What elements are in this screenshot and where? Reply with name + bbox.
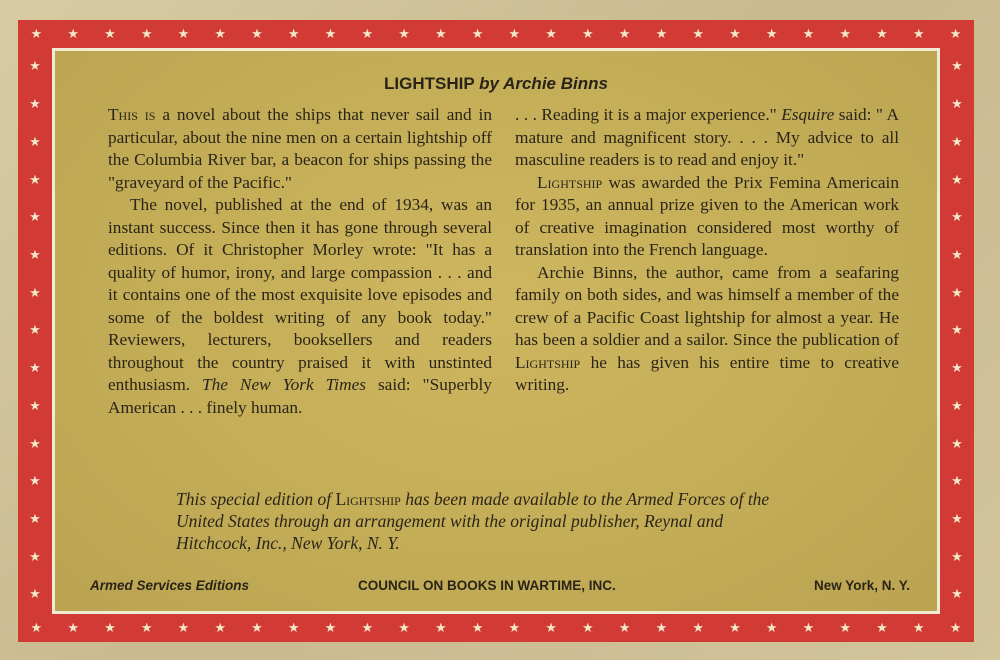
star-icon: ★ bbox=[287, 620, 300, 636]
star-icon: ★ bbox=[214, 620, 227, 636]
star-icon: ★ bbox=[951, 474, 963, 490]
star-icon: ★ bbox=[251, 26, 263, 42]
star-icon: ★ bbox=[177, 26, 190, 42]
star-icon: ★ bbox=[949, 620, 962, 636]
star-icon: ★ bbox=[951, 511, 963, 527]
note-text: This special edition of bbox=[176, 489, 336, 509]
paragraph bbox=[515, 104, 899, 172]
small-caps-text: Lightship bbox=[335, 489, 401, 509]
star-icon: ★ bbox=[655, 620, 668, 636]
star-icon: ★ bbox=[29, 97, 41, 113]
star-icon: ★ bbox=[29, 398, 41, 414]
paragraph bbox=[515, 172, 899, 262]
star-icon: ★ bbox=[951, 210, 963, 226]
star-icon: ★ bbox=[471, 26, 484, 42]
star-icon: ★ bbox=[29, 361, 41, 377]
star-icon: ★ bbox=[29, 549, 41, 565]
star-icon: ★ bbox=[361, 26, 374, 42]
star-icon: ★ bbox=[951, 361, 963, 377]
star-icon: ★ bbox=[729, 620, 741, 636]
small-caps-lead: Lightship bbox=[537, 172, 603, 192]
star-icon: ★ bbox=[29, 247, 41, 263]
paragraph-text: a novel about the ships that never sail and in particular, about the nine men on a certain lightship off the Columbia River bar, a beacon for ships passing the "graveyard of the Pacific." bbox=[108, 105, 492, 192]
star-icon: ★ bbox=[434, 26, 447, 42]
star-icon: ★ bbox=[30, 26, 43, 42]
star-icon: ★ bbox=[508, 620, 521, 636]
star-border-top bbox=[18, 20, 974, 48]
star-icon: ★ bbox=[29, 587, 41, 603]
star-icon: ★ bbox=[951, 436, 963, 452]
star-icon: ★ bbox=[545, 26, 557, 42]
star-icon: ★ bbox=[29, 285, 41, 301]
star-border bbox=[18, 20, 974, 642]
star-icon: ★ bbox=[29, 474, 41, 490]
star-icon: ★ bbox=[471, 620, 484, 636]
footer-publisher-series: Armed Services Editions bbox=[90, 578, 250, 593]
star-icon: ★ bbox=[361, 620, 374, 636]
star-icon: ★ bbox=[582, 620, 594, 636]
small-caps-text: Lightship bbox=[515, 352, 581, 372]
star-icon: ★ bbox=[287, 26, 300, 42]
star-icon: ★ bbox=[839, 26, 852, 42]
star-icon: ★ bbox=[951, 59, 963, 75]
star-icon: ★ bbox=[729, 26, 741, 42]
star-icon: ★ bbox=[508, 26, 521, 42]
star-icon: ★ bbox=[582, 26, 594, 42]
paragraph-text: he has given his entire time to creative writing. bbox=[515, 352, 899, 394]
edition-note bbox=[176, 488, 796, 554]
star-icon: ★ bbox=[29, 172, 41, 188]
star-icon: ★ bbox=[104, 26, 116, 42]
star-icon: ★ bbox=[140, 620, 153, 636]
star-icon: ★ bbox=[324, 26, 337, 42]
star-icon: ★ bbox=[951, 549, 963, 565]
star-icon: ★ bbox=[324, 620, 337, 636]
footer-location: New York, N. Y. bbox=[813, 578, 910, 593]
star-border-right bbox=[940, 48, 974, 614]
star-icon: ★ bbox=[951, 134, 963, 150]
star-icon: ★ bbox=[104, 620, 116, 636]
star-icon: ★ bbox=[912, 26, 925, 42]
star-icon: ★ bbox=[618, 26, 631, 42]
footer-council: COUNCIL ON BOOKS IN WARTIME, INC. bbox=[358, 578, 616, 593]
star-icon: ★ bbox=[434, 620, 447, 636]
page-title bbox=[52, 74, 940, 94]
star-icon: ★ bbox=[618, 620, 631, 636]
star-icon: ★ bbox=[251, 620, 263, 636]
paragraph-text: was awarded the Prix Femina Americain for 1935, an annual prize given to the American work of creative imagination considered most worthy of translation into the French language. bbox=[515, 172, 899, 259]
book-author: by Archie Binns bbox=[479, 74, 608, 93]
paragraph bbox=[515, 262, 899, 397]
star-icon: ★ bbox=[951, 247, 963, 263]
star-icon: ★ bbox=[839, 620, 852, 636]
star-icon: ★ bbox=[692, 620, 704, 636]
star-icon: ★ bbox=[214, 26, 227, 42]
paragraph-text: The novel, published at the end of 1934, was an instant success. Since then it has gone through several editions. Of it Christopher Morley wrote: "It has a quality of humor, irony, and large compassion . . . and it contains one of the most exquisite love episodes and some of the boldest writing of any book today." Reviewers, lecturers, booksellers and readers throughout the country praised it with unstinted enthusiasm. bbox=[108, 195, 492, 394]
star-icon: ★ bbox=[951, 323, 963, 339]
star-icon: ★ bbox=[29, 436, 41, 452]
italic-text: Esquire bbox=[781, 105, 835, 124]
star-icon: ★ bbox=[765, 620, 778, 636]
text-panel bbox=[52, 48, 940, 614]
star-icon: ★ bbox=[765, 26, 778, 42]
star-icon: ★ bbox=[802, 620, 815, 636]
star-icon: ★ bbox=[655, 26, 668, 42]
star-icon: ★ bbox=[802, 26, 815, 42]
star-icon: ★ bbox=[29, 511, 41, 527]
star-icon: ★ bbox=[29, 323, 41, 339]
small-caps-lead: This is bbox=[108, 105, 156, 124]
italic-text: The New York Times bbox=[202, 375, 366, 394]
star-icon: ★ bbox=[30, 620, 43, 636]
star-border-bottom bbox=[18, 614, 974, 642]
star-icon: ★ bbox=[67, 26, 79, 42]
star-icon: ★ bbox=[876, 26, 888, 42]
star-icon: ★ bbox=[29, 210, 41, 226]
star-icon: ★ bbox=[912, 620, 925, 636]
star-icon: ★ bbox=[951, 587, 963, 603]
star-border-left bbox=[18, 48, 52, 614]
paragraph-text: said: " A mature and magnificent story. . . . My advice to all masculine readers is to read and enjoy it." bbox=[515, 105, 899, 169]
star-icon: ★ bbox=[29, 134, 41, 150]
star-icon: ★ bbox=[951, 97, 963, 113]
paragraph bbox=[108, 194, 492, 419]
star-icon: ★ bbox=[177, 620, 190, 636]
star-icon: ★ bbox=[949, 26, 962, 42]
paragraph bbox=[108, 104, 492, 194]
star-icon: ★ bbox=[692, 26, 704, 42]
star-icon: ★ bbox=[951, 398, 963, 414]
book-title: LIGHTSHIP bbox=[384, 74, 475, 93]
star-icon: ★ bbox=[951, 285, 963, 301]
left-column bbox=[108, 104, 492, 419]
star-icon: ★ bbox=[398, 620, 410, 636]
star-icon: ★ bbox=[398, 26, 410, 42]
star-icon: ★ bbox=[876, 620, 888, 636]
star-icon: ★ bbox=[140, 26, 153, 42]
paragraph-text: Archie Binns, the author, came from a seafaring family on both sides, and was himself a member of the crew of a Pacific Coast lightship for almost a year. He has been a soldier and a sailor. Since the publication of bbox=[515, 262, 899, 349]
note-text: has been made available to the Armed Forces of the United States through an arrangement with the original publisher, Reynal and Hitchcock, Inc., New York, N. Y. bbox=[176, 489, 770, 553]
star-icon: ★ bbox=[67, 620, 79, 636]
star-icon: ★ bbox=[951, 172, 963, 188]
star-icon: ★ bbox=[29, 59, 41, 75]
paragraph-text: said: "Superbly American . . . finely human. bbox=[108, 375, 493, 417]
star-icon: ★ bbox=[545, 620, 557, 636]
paragraph-text: . . . Reading it is a major experience." bbox=[515, 105, 782, 124]
right-column bbox=[515, 104, 899, 397]
